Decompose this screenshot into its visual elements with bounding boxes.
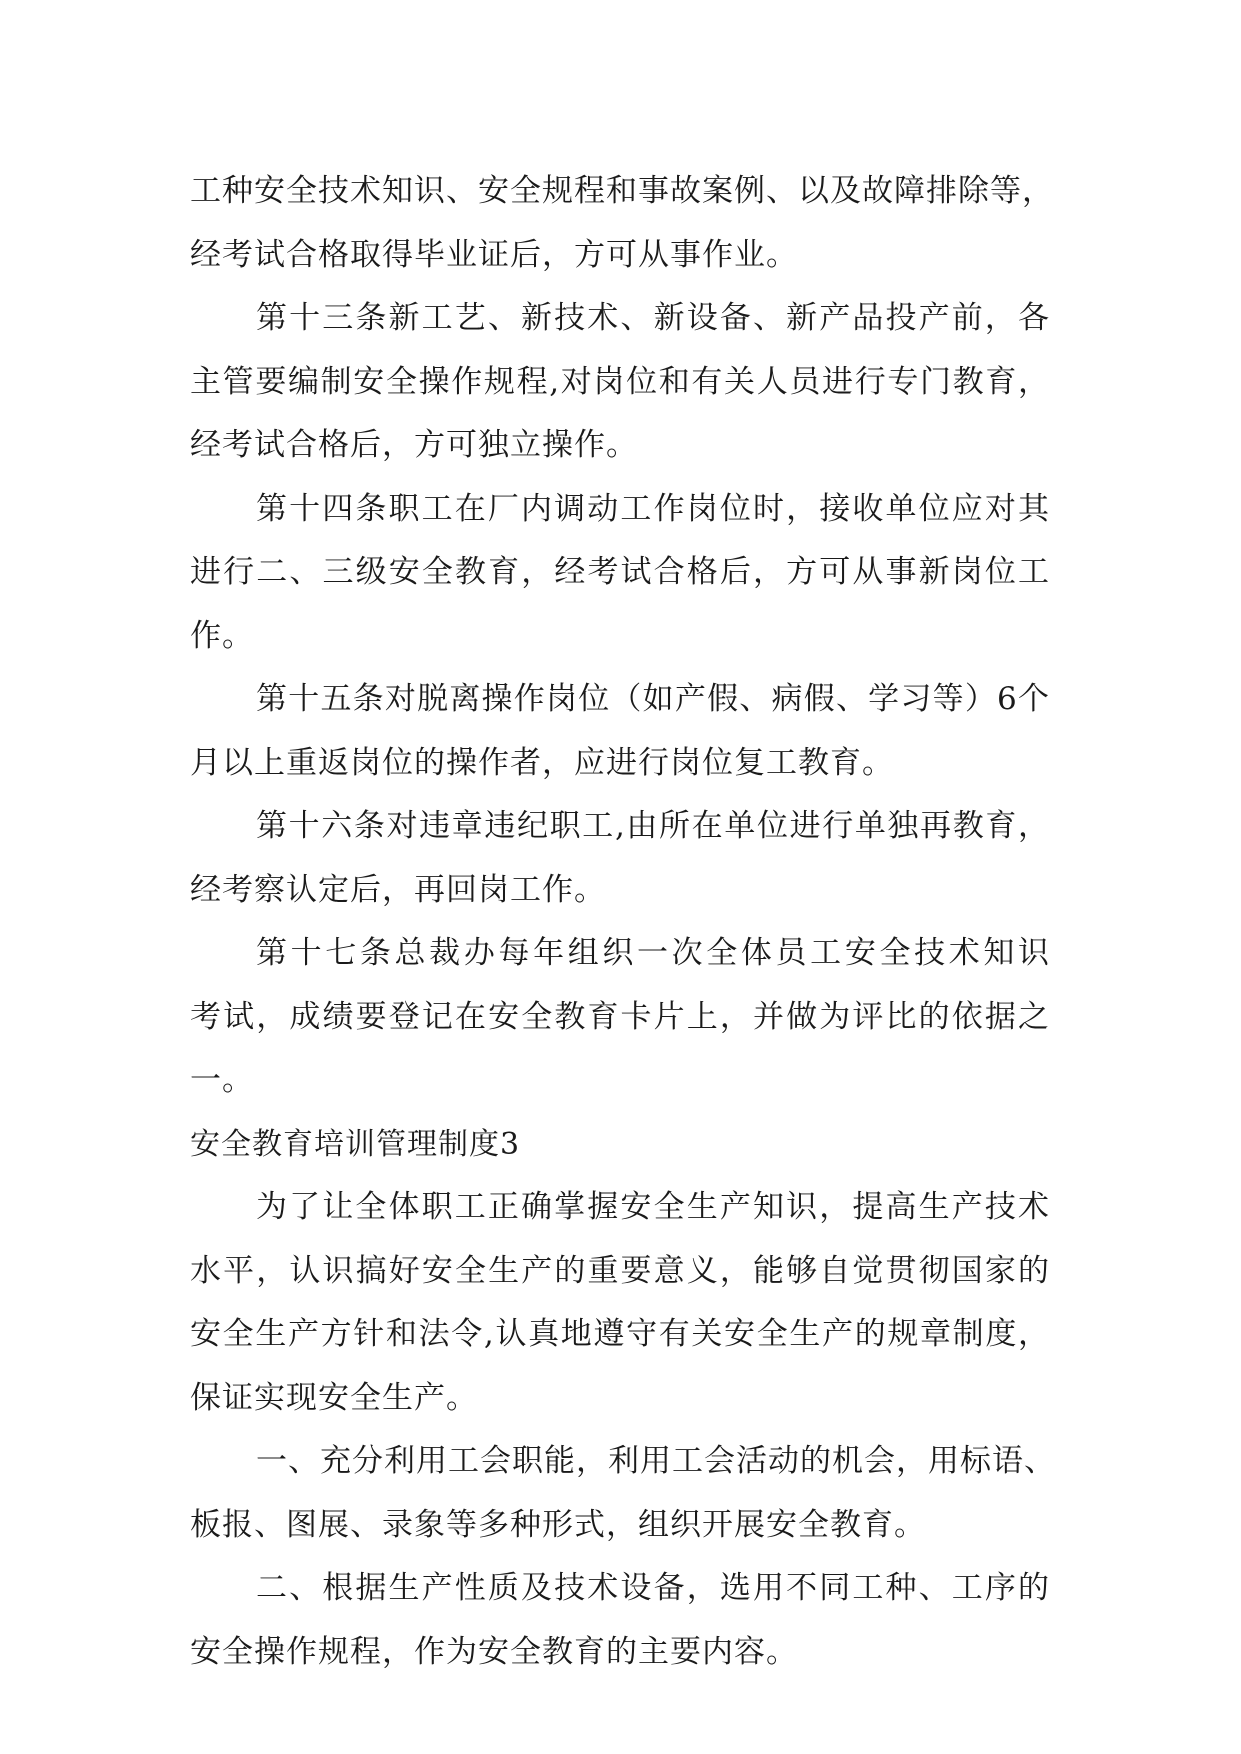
text-line: 第十五条对脱离操作岗位（如产假、病假、学习等）6个 [256,681,1050,717]
text-line: 一。 [190,1062,254,1098]
text-line: 进行二、三级安全教育，经考试合格后，方可从事新岗位工 [190,554,1050,590]
text-line: 为了让全体职工正确掌握安全生产知识，提高生产技术 [256,1189,1050,1225]
text-line: 安全操作规程，作为安全教育的主要内容。 [190,1633,798,1670]
text-line: 板报、图展、录象等多种形式，组织开展安全教育。 [190,1506,926,1543]
section-title: 安全教育培训管理制度3 [190,1126,521,1162]
text-line: 经考试合格取得毕业证后，方可从事作业。 [190,236,798,273]
text-line: 经考察认定后，再回岗工作。 [190,871,606,908]
text-line: 经考试合格后，方可独立操作。 [190,427,638,463]
text-line: 工种安全技术知识、安全规程和事故案例、以及故障排除等， [190,173,1054,209]
text-line: 二、根据生产性质及技术设备，选用不同工种、工序的 [256,1570,1050,1606]
text-line: 一、充分利用工会职能，利用工会活动的机会，用标语、 [256,1443,1056,1479]
text-line: 第十六条对违章违纪职工,由所在单位进行单独再教育， [256,808,1050,844]
text-line: 保证实现安全生产。 [190,1379,478,1416]
text-line: 考试，成绩要登记在安全教育卡片上，并做为评比的依据之 [190,998,1050,1035]
text-line: 水平，认识搞好安全生产的重要意义，能够自觉贯彻国家的 [190,1252,1050,1289]
document-body [190,160,1056,1684]
text-line: 作。 [190,617,254,654]
text-line: 安全生产方针和法令,认真地遵守有关安全生产的规章制度， [190,1316,1050,1352]
text-line: 主管要编制安全操作规程,对岗位和有关人员进行专门教育， [190,363,1050,400]
text-line: 第十四条职工在厂内调动工作岗位时，接收单位应对其 [256,490,1050,527]
text-line: 第十七条总裁办每年组织一次全体员工安全技术知识 [256,935,1050,971]
text-line: 月以上重返岗位的操作者，应进行岗位复工教育。 [190,744,894,781]
text-line: 第十三条新工艺、新技术、新设备、新产品投产前，各 [256,300,1050,336]
